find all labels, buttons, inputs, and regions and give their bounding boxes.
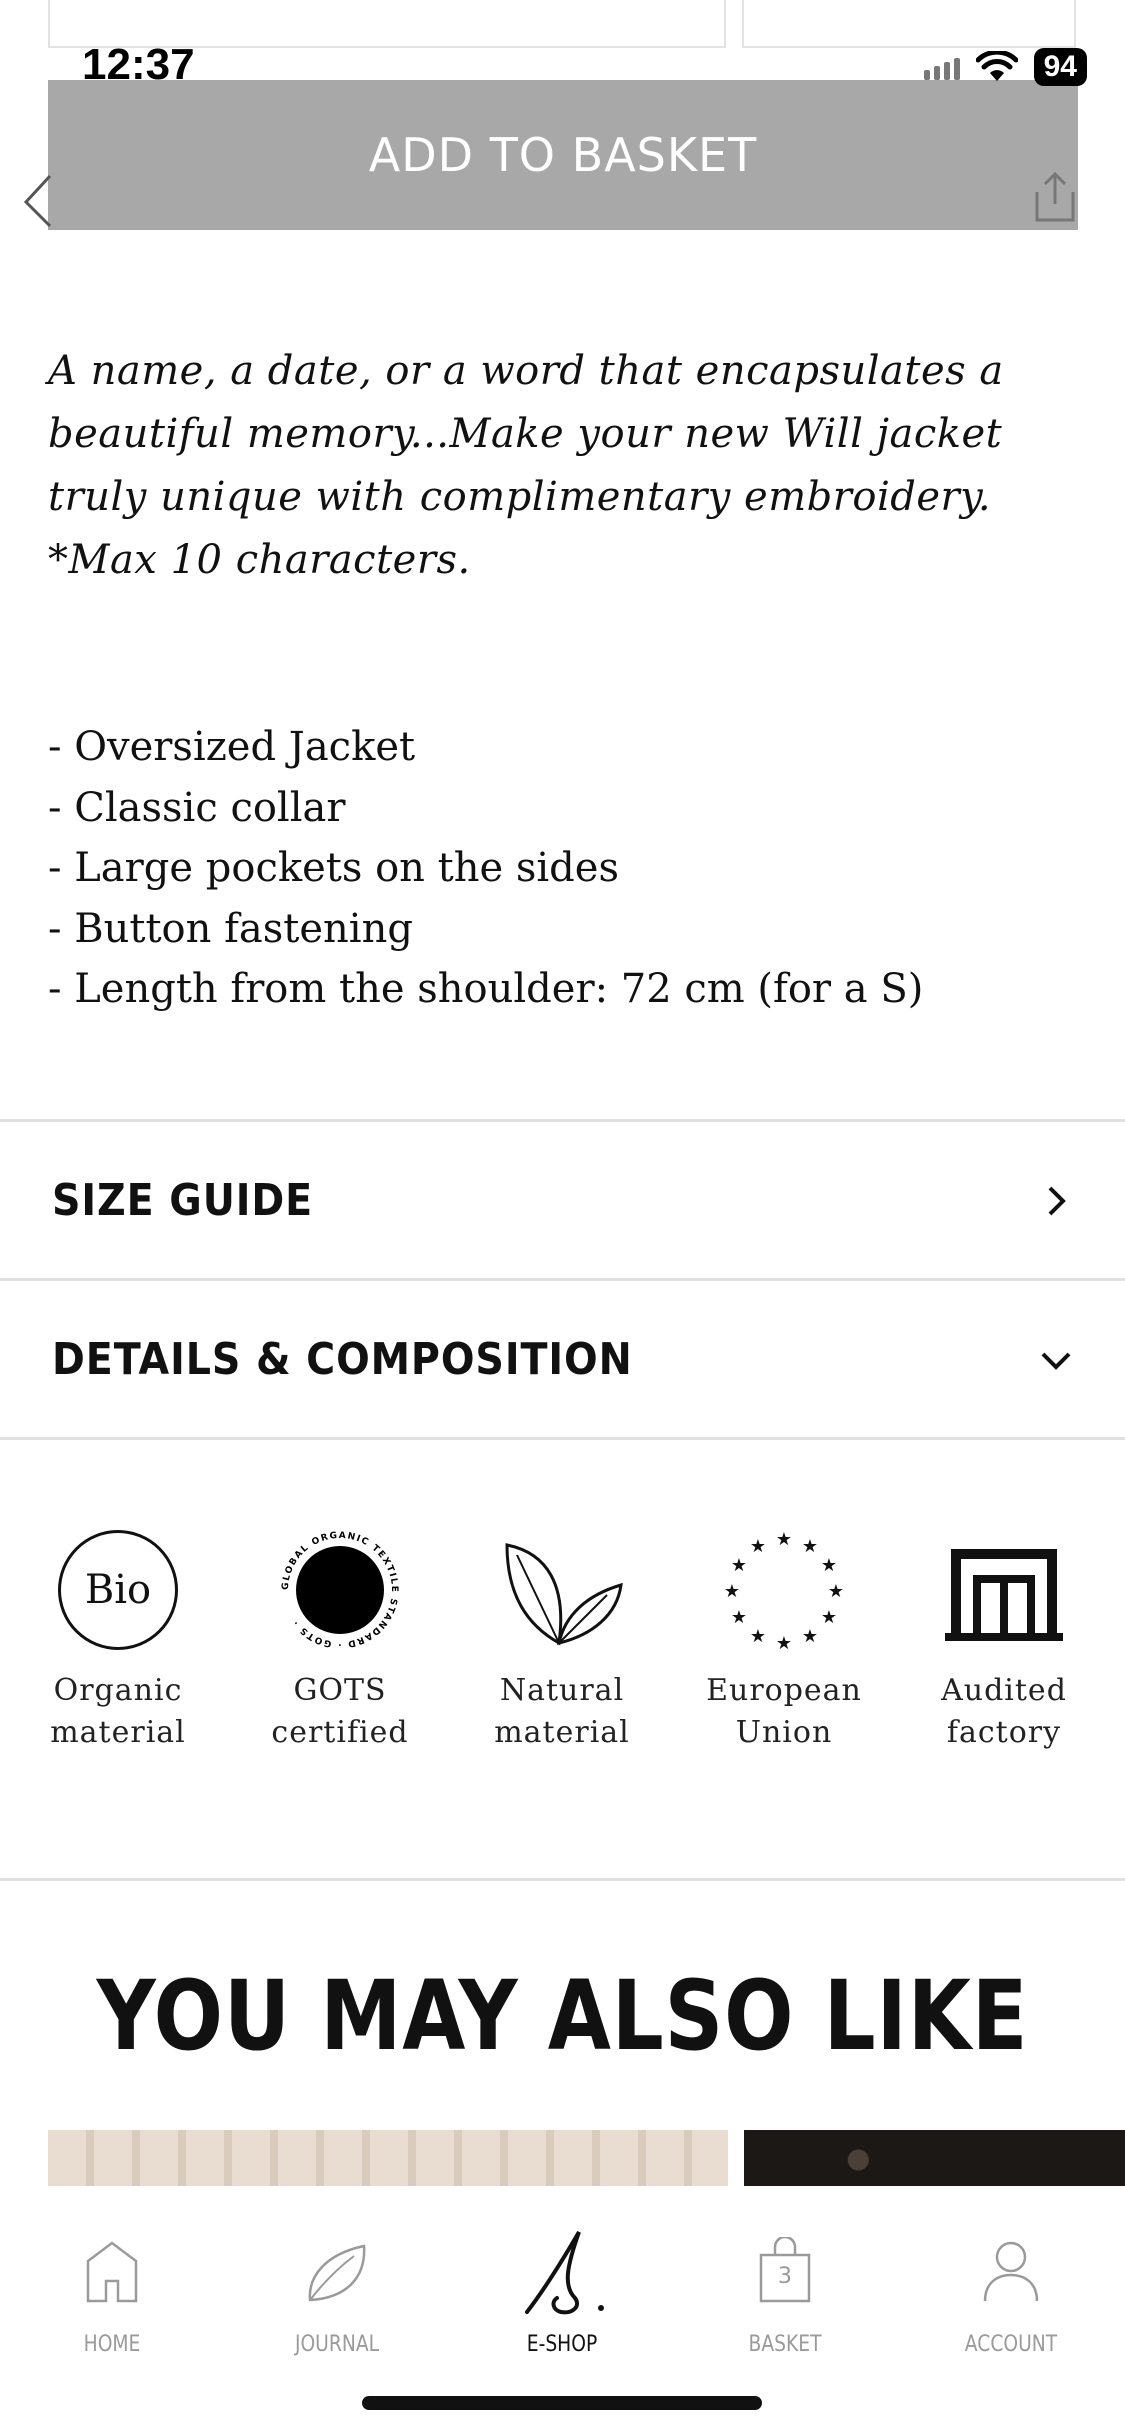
recommended-product-image[interactable] — [744, 2130, 1125, 2190]
user-icon — [981, 2239, 1041, 2303]
recommended-product-image[interactable] — [48, 2130, 728, 2190]
factory-icon — [939, 1525, 1069, 1655]
svg-text:★: ★ — [775, 1633, 793, 1654]
svg-text:★: ★ — [820, 1555, 838, 1576]
tab-label: JOURNAL — [294, 2332, 380, 2357]
tab-label: E-SHOP — [526, 2332, 598, 2357]
add-to-basket-button[interactable]: ADD TO BASKET — [48, 80, 1078, 230]
badge-label: material — [494, 1715, 630, 1750]
leaf-icon — [497, 1525, 627, 1655]
badge-label: European — [706, 1673, 862, 1708]
eu-stars-icon — [719, 1525, 849, 1655]
tab-home[interactable] — [17, 2226, 207, 2357]
badge-label: GOTS — [293, 1673, 387, 1708]
badge-natural — [462, 1520, 662, 1754]
battery-indicator: 94 — [1034, 48, 1087, 86]
feature-item: - Button fastening — [48, 905, 413, 952]
badge-label: Union — [735, 1715, 833, 1750]
size-guide-row[interactable] — [0, 1122, 1125, 1279]
svg-text:★: ★ — [723, 1581, 741, 1602]
badge-label: Organic — [53, 1673, 183, 1708]
size-option-fragment — [742, 0, 1076, 48]
wifi-icon — [976, 51, 1018, 83]
feature-item: - Oversized Jacket — [48, 724, 416, 770]
svg-text:★: ★ — [827, 1581, 845, 1602]
signal-icon — [924, 54, 960, 80]
svg-text:★: ★ — [801, 1626, 819, 1647]
tab-eshop[interactable] — [467, 2226, 657, 2357]
product-description: A name, a date, or a word that encapsulates a beautiful memory...Make your new Will jacket truly unique with complimentary embroidery. *Max 10 characters. — [48, 348, 1004, 583]
badge-gots — [240, 1520, 440, 1754]
badge-label: Audited — [941, 1673, 1067, 1708]
recommendations-title: YOU MAY ALSO LIKE — [96, 1960, 1029, 2072]
tab-basket[interactable] — [690, 2226, 880, 2357]
badge-label: factory — [946, 1715, 1062, 1750]
tab-label: HOME — [83, 2332, 141, 2357]
badge-factory — [904, 1520, 1104, 1754]
chevron-down-icon — [1039, 1343, 1073, 1377]
certification-badges — [0, 1520, 1125, 1770]
badge-label: certified — [271, 1715, 409, 1750]
tab-label: ACCOUNT — [964, 2332, 1058, 2357]
tab-label: BASKET — [748, 2332, 822, 2357]
svg-text:★: ★ — [749, 1536, 767, 1557]
gots-ring-text: GLOBAL ORGANIC TEXTILE STANDARD · GOTS · — [280, 1530, 400, 1650]
divider — [0, 1878, 1125, 1881]
divider — [0, 1437, 1125, 1440]
back-chevron-icon[interactable] — [18, 170, 58, 230]
gots-icon — [275, 1525, 405, 1655]
status-indicators — [924, 48, 1087, 86]
bio-icon: Bio — [58, 1530, 178, 1650]
svg-text:★: ★ — [775, 1529, 793, 1550]
feature-item: - Classic collar — [48, 784, 346, 831]
leaf-outline-icon — [302, 2236, 372, 2306]
badge-organic — [18, 1520, 218, 1754]
tab-journal[interactable] — [242, 2226, 432, 2357]
share-icon[interactable] — [1033, 170, 1077, 224]
feature-item: - Large pockets on the sides — [48, 845, 619, 891]
details-composition-row[interactable] — [0, 1281, 1125, 1438]
svg-text:★: ★ — [730, 1555, 748, 1576]
feature-item: - Length from the shoulder: 72 cm (for a S) — [48, 966, 924, 1012]
svg-text:★: ★ — [730, 1607, 748, 1628]
details-composition-label: DETAILS & COMPOSITION — [52, 1334, 633, 1385]
home-icon — [84, 2239, 140, 2303]
chevron-right-icon — [1039, 1184, 1073, 1218]
badge-label: material — [50, 1715, 186, 1750]
tab-account[interactable] — [916, 2226, 1106, 2357]
signature-s-icon — [517, 2226, 607, 2316]
status-time: 12:37 — [82, 40, 195, 89]
feature-list — [48, 717, 1088, 1020]
svg-text:★: ★ — [820, 1607, 838, 1628]
badge-eu — [684, 1520, 884, 1754]
svg-text:★: ★ — [801, 1536, 819, 1557]
basket-count-badge: 3 — [778, 2264, 792, 2289]
home-indicator — [362, 2396, 762, 2410]
size-guide-label: SIZE GUIDE — [52, 1175, 314, 1226]
badge-label: Natural — [499, 1673, 625, 1708]
svg-text:★: ★ — [749, 1626, 767, 1647]
